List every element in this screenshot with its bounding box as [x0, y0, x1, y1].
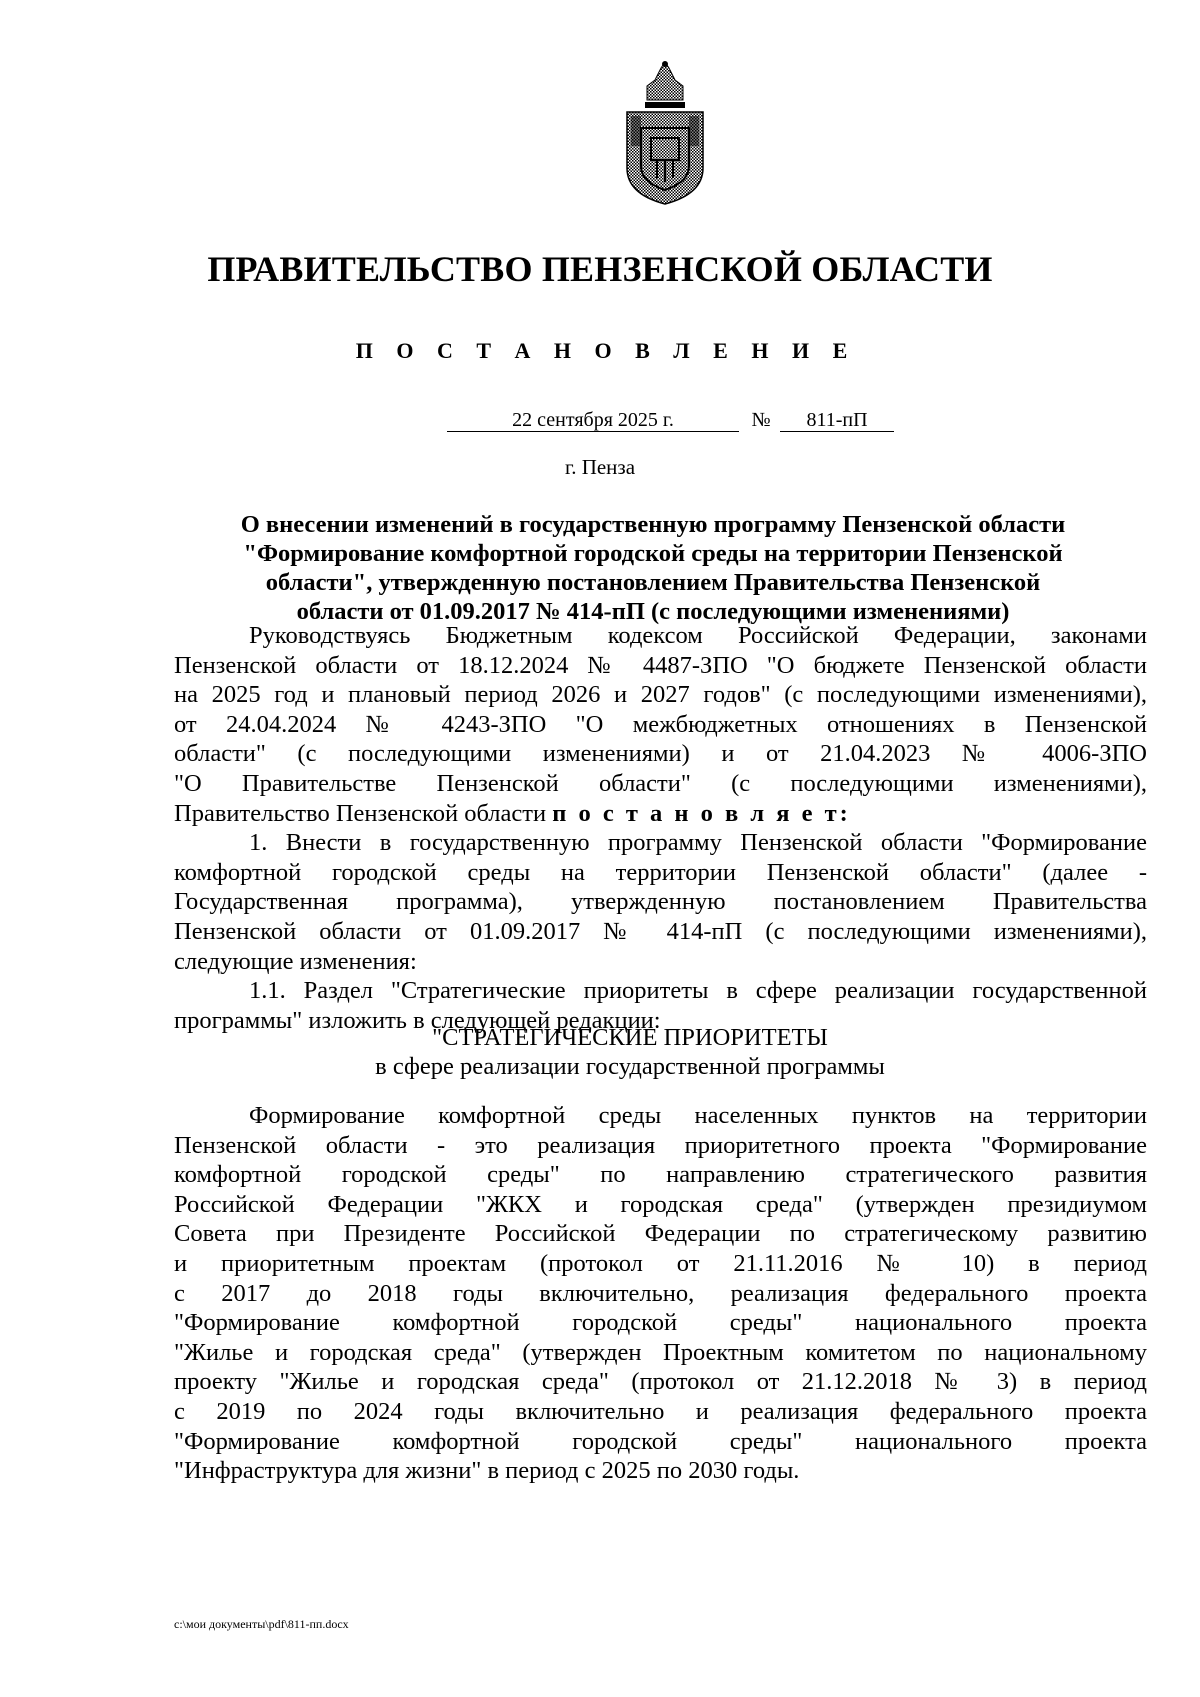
city: г. Пенза	[564, 455, 636, 479]
section-heading: "СТРАТЕГИЧЕСКИЕ ПРИОРИТЕТЫ	[432, 1024, 828, 1051]
title-line: области", утвержденную постановлением Правительства Пензенской	[265, 569, 1041, 596]
title-line: "Формирование комфортной городской среды на территории Пензенской	[243, 540, 1063, 567]
resolves-word: п о с т а н о в л я е т:	[552, 799, 851, 827]
text-line: Совета при Президенте Российской Федерации по стратегическому развитию	[174, 1220, 1147, 1248]
section-subheading: в сфере реализации государственной программы	[375, 1053, 885, 1080]
document-title	[160, 510, 1146, 626]
text-line: проекту "Жилье и городская среда" (протокол от 21.12.2018 № 3) в период	[174, 1368, 1147, 1396]
text-line: от 24.04.2024 № 4243-ЗПО "О межбюджетных отношениях в Пензенской	[174, 710, 1147, 738]
text-line: "Формирование комфортной городской среды" национального проекта	[174, 1309, 1147, 1337]
text-line: 1.1. Раздел "Стратегические приоритеты в сфере реализации государственной	[249, 977, 1147, 1005]
text-line: комфортной городской среды" по направлению стратегического развития	[174, 1161, 1147, 1189]
number-sign: №	[751, 409, 771, 431]
title-line: области от 01.09.2017 № 414-пП (с последующими изменениями)	[296, 598, 1010, 625]
coat-of-arms-emblem	[617, 58, 713, 208]
text-line: на 2025 год и плановый период 2026 и 2027 годов" (с последующими изменениями),	[174, 681, 1147, 709]
text-line: следующие изменения:	[174, 947, 417, 975]
text-line	[174, 799, 1147, 829]
title-line: О внесении изменений в государственную программу Пензенской области	[240, 511, 1066, 538]
text-line: "О Правительстве Пензенской области" (с последующими изменениями),	[174, 769, 1147, 797]
text-line: комфортной городской среды на территории Пензенской области" (далее -	[174, 858, 1147, 886]
preamble-end: Правительство Пензенской области	[174, 799, 547, 827]
text-line: 1. Внести в государственную программу Пензенской области "Формирование	[249, 829, 1147, 857]
text-line: "Жилье и городская среда" (утвержден Проектным комитетом по национальному	[174, 1338, 1147, 1366]
text-line: Пензенской области - это реализация приоритетного проекта "Формирование	[174, 1131, 1147, 1159]
file-path-footer: c:\мои документы\pdf\811-пп.docx	[174, 1617, 349, 1631]
text-line: Руководствуясь Бюджетным кодексом Российской Федерации, законами	[249, 622, 1147, 649]
text-line: "Инфраструктура для жизни" в период с 2025 по 2030 годы.	[174, 1457, 800, 1485]
text-line: программы" изложить в следующей редакции:	[174, 1006, 661, 1034]
section-paragraph	[174, 1101, 1147, 1486]
text-line: и приоритетным проектам (протокол от 21.11.2016 № 10) в период	[174, 1249, 1147, 1277]
government-title: ПРАВИТЕЛЬСТВО ПЕНЗЕНСКОЙ ОБЛАСТИ	[207, 249, 993, 289]
text-line: Государственная программа), утвержденную постановлением Правительства	[174, 888, 1147, 916]
document-type: П О С Т А Н О В Л Е Н И Е	[355, 338, 857, 363]
text-line: "Формирование комфортной городской среды" национального проекта	[174, 1427, 1147, 1455]
text-line: с 2017 до 2018 годы включительно, реализация федерального проекта	[174, 1279, 1147, 1307]
text-line: с 2019 по 2024 годы включительно и реализация федерального проекта	[174, 1397, 1147, 1425]
text-line: области" (с последующими изменениями) и от 21.04.2023 № 4006-ЗПО	[174, 740, 1147, 768]
text-line: Пензенской области от 18.12.2024 № 4487-ЗПО "О бюджете Пензенской области	[174, 651, 1147, 679]
preamble-paragraph	[174, 621, 1147, 1035]
text-line: Российской Федерации "ЖКХ и городская среда" (утвержден президиумом	[174, 1190, 1147, 1218]
document-date: 22 сентября 2025 г.	[447, 409, 739, 432]
document-number: 811-пП	[780, 409, 894, 432]
text-line: Пензенской области от 01.09.2017 № 414-пП (с последующими изменениями),	[174, 917, 1147, 945]
text-line: Формирование комфортной среды населенных пунктов на территории	[249, 1102, 1147, 1129]
